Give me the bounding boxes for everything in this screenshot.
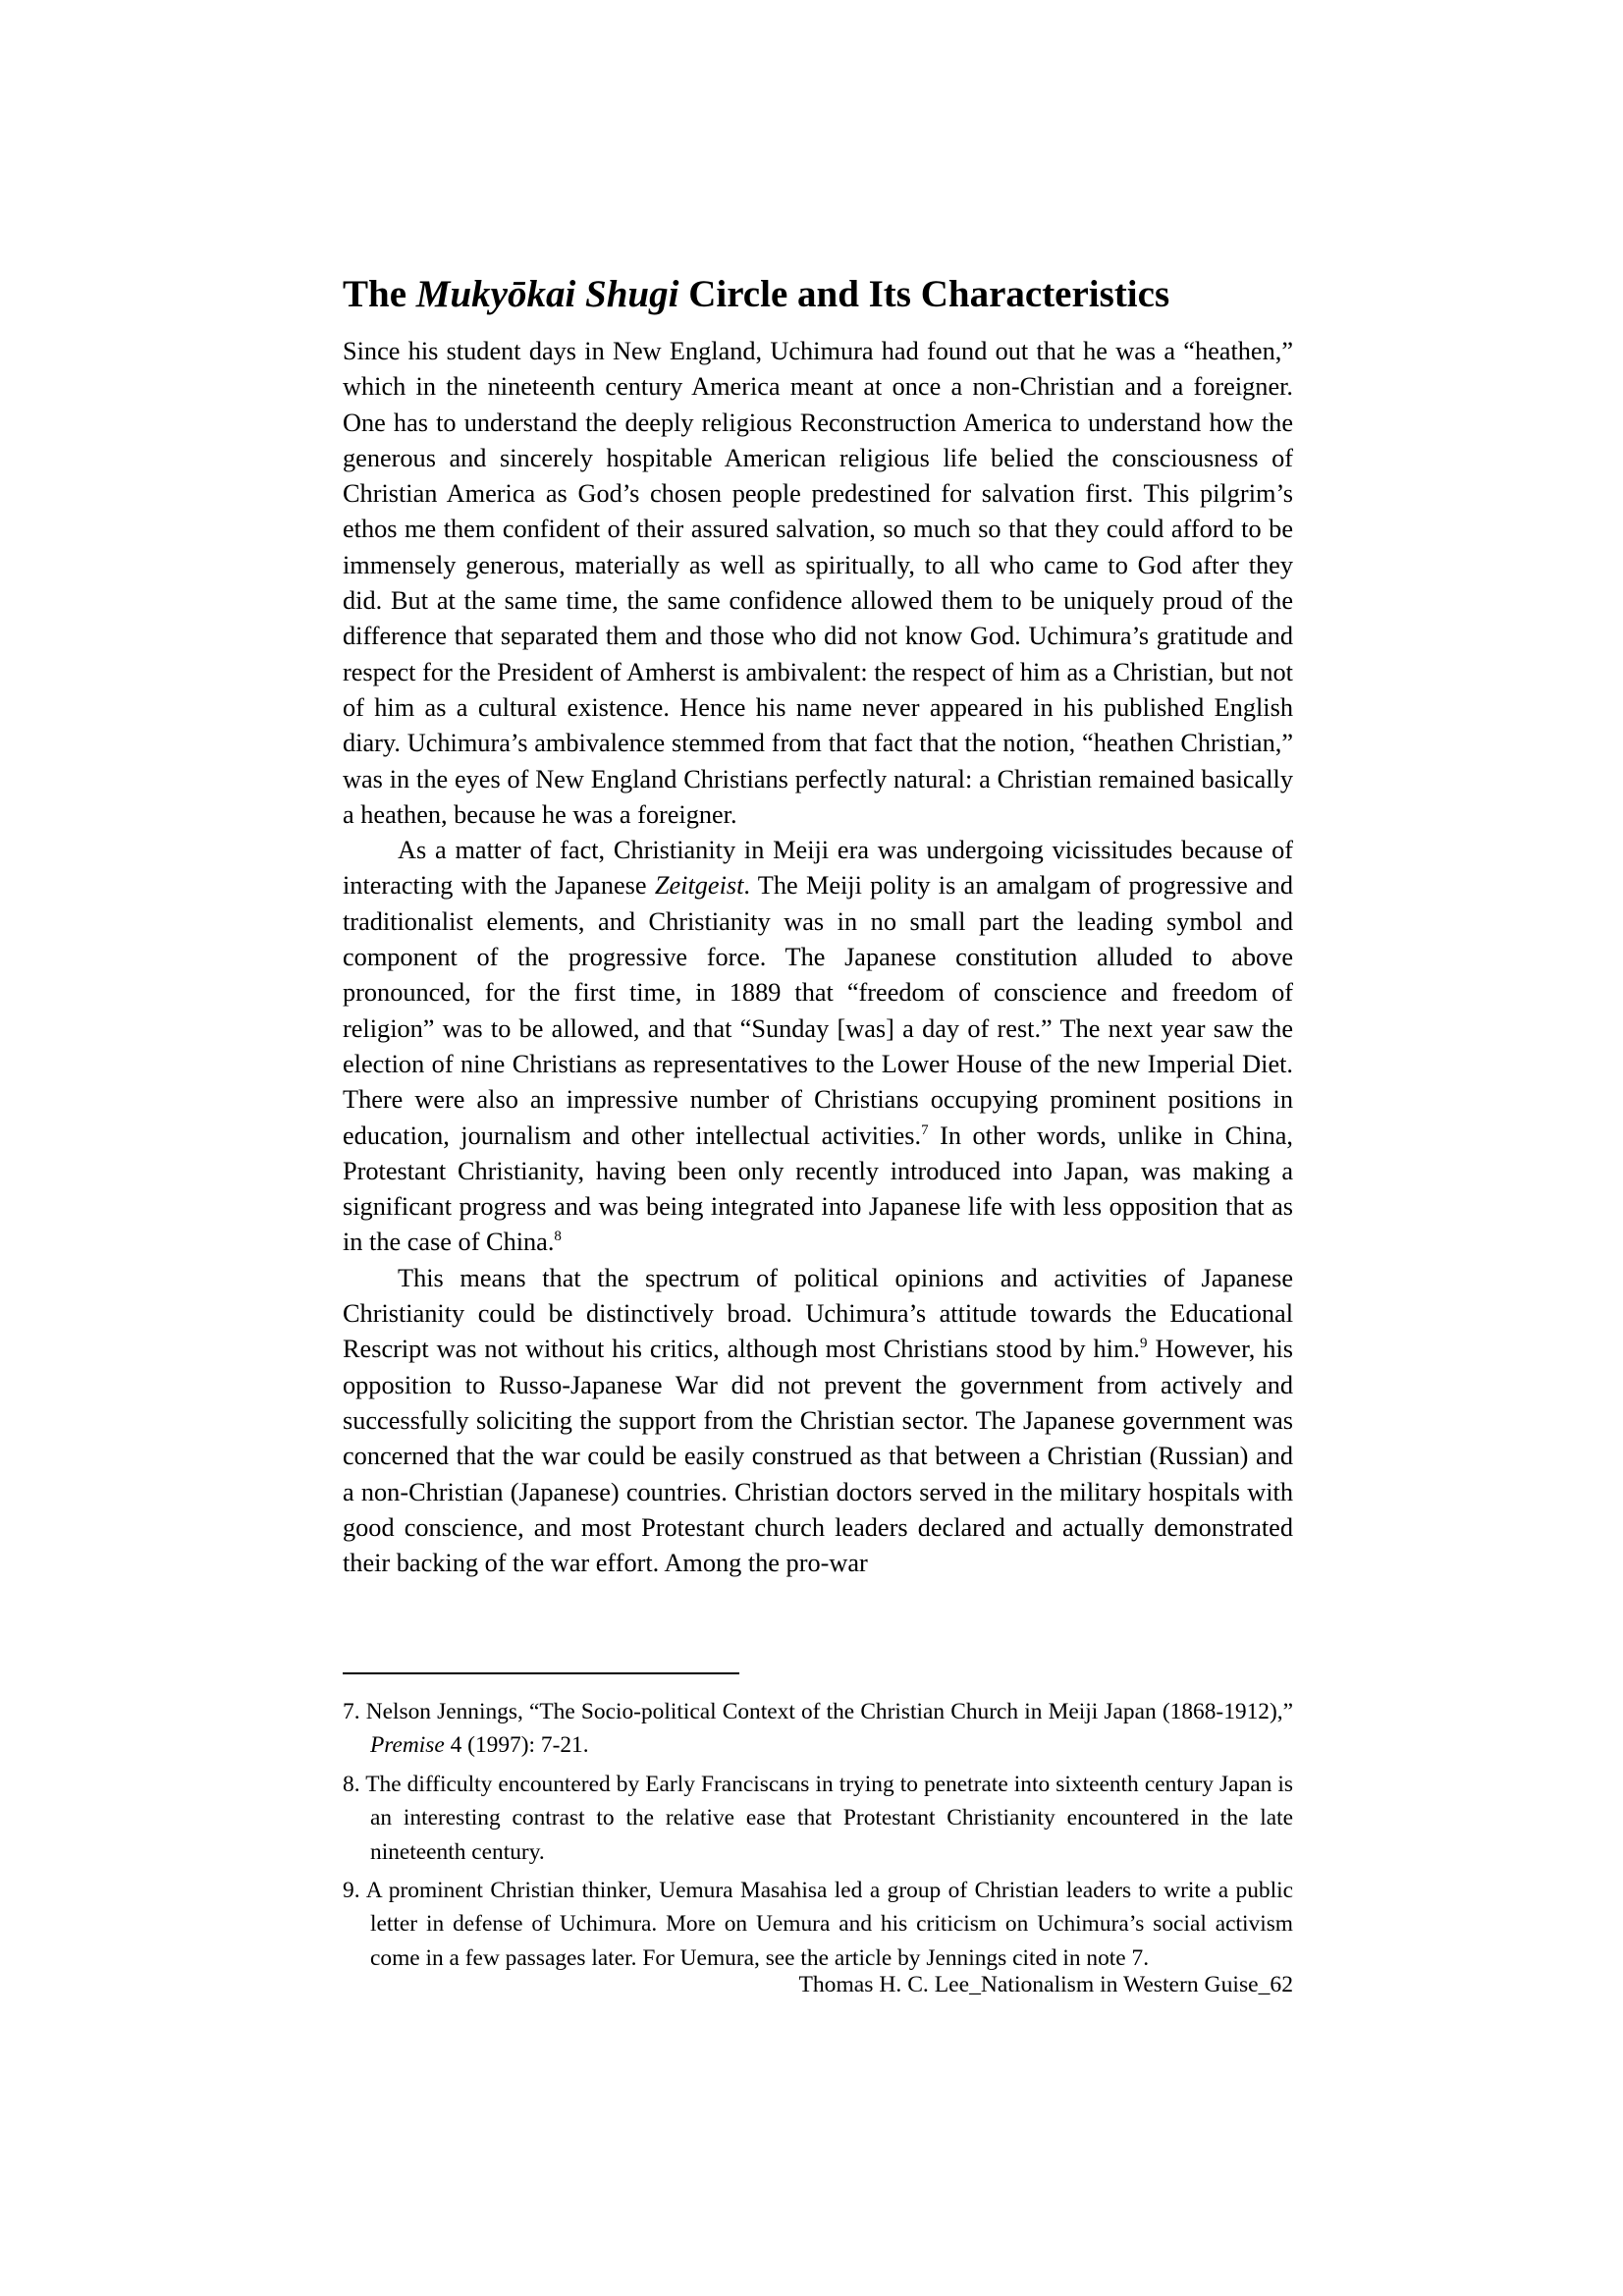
heading-part-2: Circle and Its Characteristics xyxy=(678,273,1170,315)
footnote-7 xyxy=(343,1695,1293,1763)
body-text xyxy=(343,334,1293,1581)
running-footer: Thomas H. C. Lee_Nationalism in Western Guise_62 xyxy=(798,1972,1293,1997)
paragraph-2 xyxy=(343,833,1293,1261)
footnotes xyxy=(343,1695,1293,1980)
footnote-7-journal: Premise xyxy=(370,1732,445,1759)
heading-part-1: The xyxy=(343,273,416,315)
paragraph-3-text-a: This means that the spectrum of political opinions and activities of Japanese Christianity could be distinctively broad. Uchimura’s attitude towards the Educational Rescript was not without his critics, although most Christians stood by him. xyxy=(343,1263,1293,1364)
section-heading xyxy=(343,267,1305,322)
paragraph-2-text-b: . The Meiji polity is an amalgam of progressive and traditionalist elements, and Christianity was in no small part the leading symbol and component of the progressive force. The Japanese constitution alluded to above pronounced, for the first time, in 1889 that “freedom of conscience and freedom of religion” was to be allowed, and that “Sunday [was] a day of rest.” The next year saw the election of nine Christians as representatives to the Lower House of the new Imperial Diet. There were also an impressive number of Christians occupying prominent positions in education, journalism and other intellectual activities. xyxy=(343,871,1293,1150)
footnote-7-text-a: 7. Nelson Jennings, “The Socio-political Context of the Christian Church in Meiji Japan (1868-1912),” xyxy=(343,1699,1293,1724)
footnote-7-text-b: 4 (1997): 7-21. xyxy=(444,1732,589,1759)
zeitgeist-term: Zeitgeist xyxy=(654,871,744,901)
paragraph-3-text-b: However, his opposition to Russo-Japanese War did not prevent the government from actively and successfully soliciting the support from the Christian sector. The Japanese government was concerned that the war could be easily construed as that between a Christian (Russian) and a non-Christian (Japanese) countries. Christian doctors served in the military hospitals with good conscience, and most Protestant church leaders declared and actually demonstrated their backing of the war effort. Among the pro-war xyxy=(343,1335,1293,1578)
footnote-9: 9. A prominent Christian thinker, Uemura Masahisa led a group of Christian leaders to write a public letter in defense of Uchimura. More on Uemura and his criticism on Uchimura’s social activism come in a few passages later. For Uemura, see the article by Jennings cited in note 7. xyxy=(343,1878,1293,1971)
paragraph-1: Since his student days in New England, Uchimura had found out that he was a “heathen,” which in the nineteenth century America meant at once a non-Christian and a foreigner. One has to understand the deeply religious Reconstruction America to understand how the generous and sincerely hospitable American religious life belied the consciousness of Christian America as God’s chosen people predestined for salvation first. This pilgrim’s ethos me them confident of their assured salvation, so much so that they could afford to be immensely generous, materially as well as spiritually, to all who came to God after they did. But at the same time, the same confidence allowed them to be uniquely proud of the difference that separated them and those who did not know God. Uchimura’s gratitude and respect for the President of Amherst is ambivalent: the respect of him as a Christian, but not of him as a cultural existence. Hence his name never appeared in his published English diary. Uchimura’s ambivalence stemmed from that fact that the notion, “heathen Christian,” was in the eyes of New England Christians perfectly natural: a Christian remained basically a heathen, because he was a foreigner. xyxy=(343,337,1293,829)
paragraph-2-text-c: In other words, unlike in China, Protestant Christianity, having been only recently introduced into Japan, was making a significant progress and was being integrated into Japanese life with less opposition that as in the case of China. xyxy=(343,1121,1293,1257)
footnote-8: 8. The difficulty encountered by Early Franciscans in trying to penetrate into sixteenth century Japan is an interesting contrast to the relative ease that Protestant Christianity encountered in the late nineteenth century. xyxy=(343,1771,1293,1865)
paragraph-2-text-a: As a matter of fact, Christianity in Meiji era was undergoing vicissitudes because of interacting with the Japanese xyxy=(343,836,1293,901)
footnote-ref-7: 7 xyxy=(921,1121,929,1138)
footnote-ref-8: 8 xyxy=(554,1229,562,1245)
paragraph-3 xyxy=(343,1261,1293,1582)
footnote-ref-9: 9 xyxy=(1140,1336,1148,1352)
heading-italic-term: Mukyōkai Shugi xyxy=(415,273,679,315)
footnote-separator xyxy=(343,1672,739,1674)
